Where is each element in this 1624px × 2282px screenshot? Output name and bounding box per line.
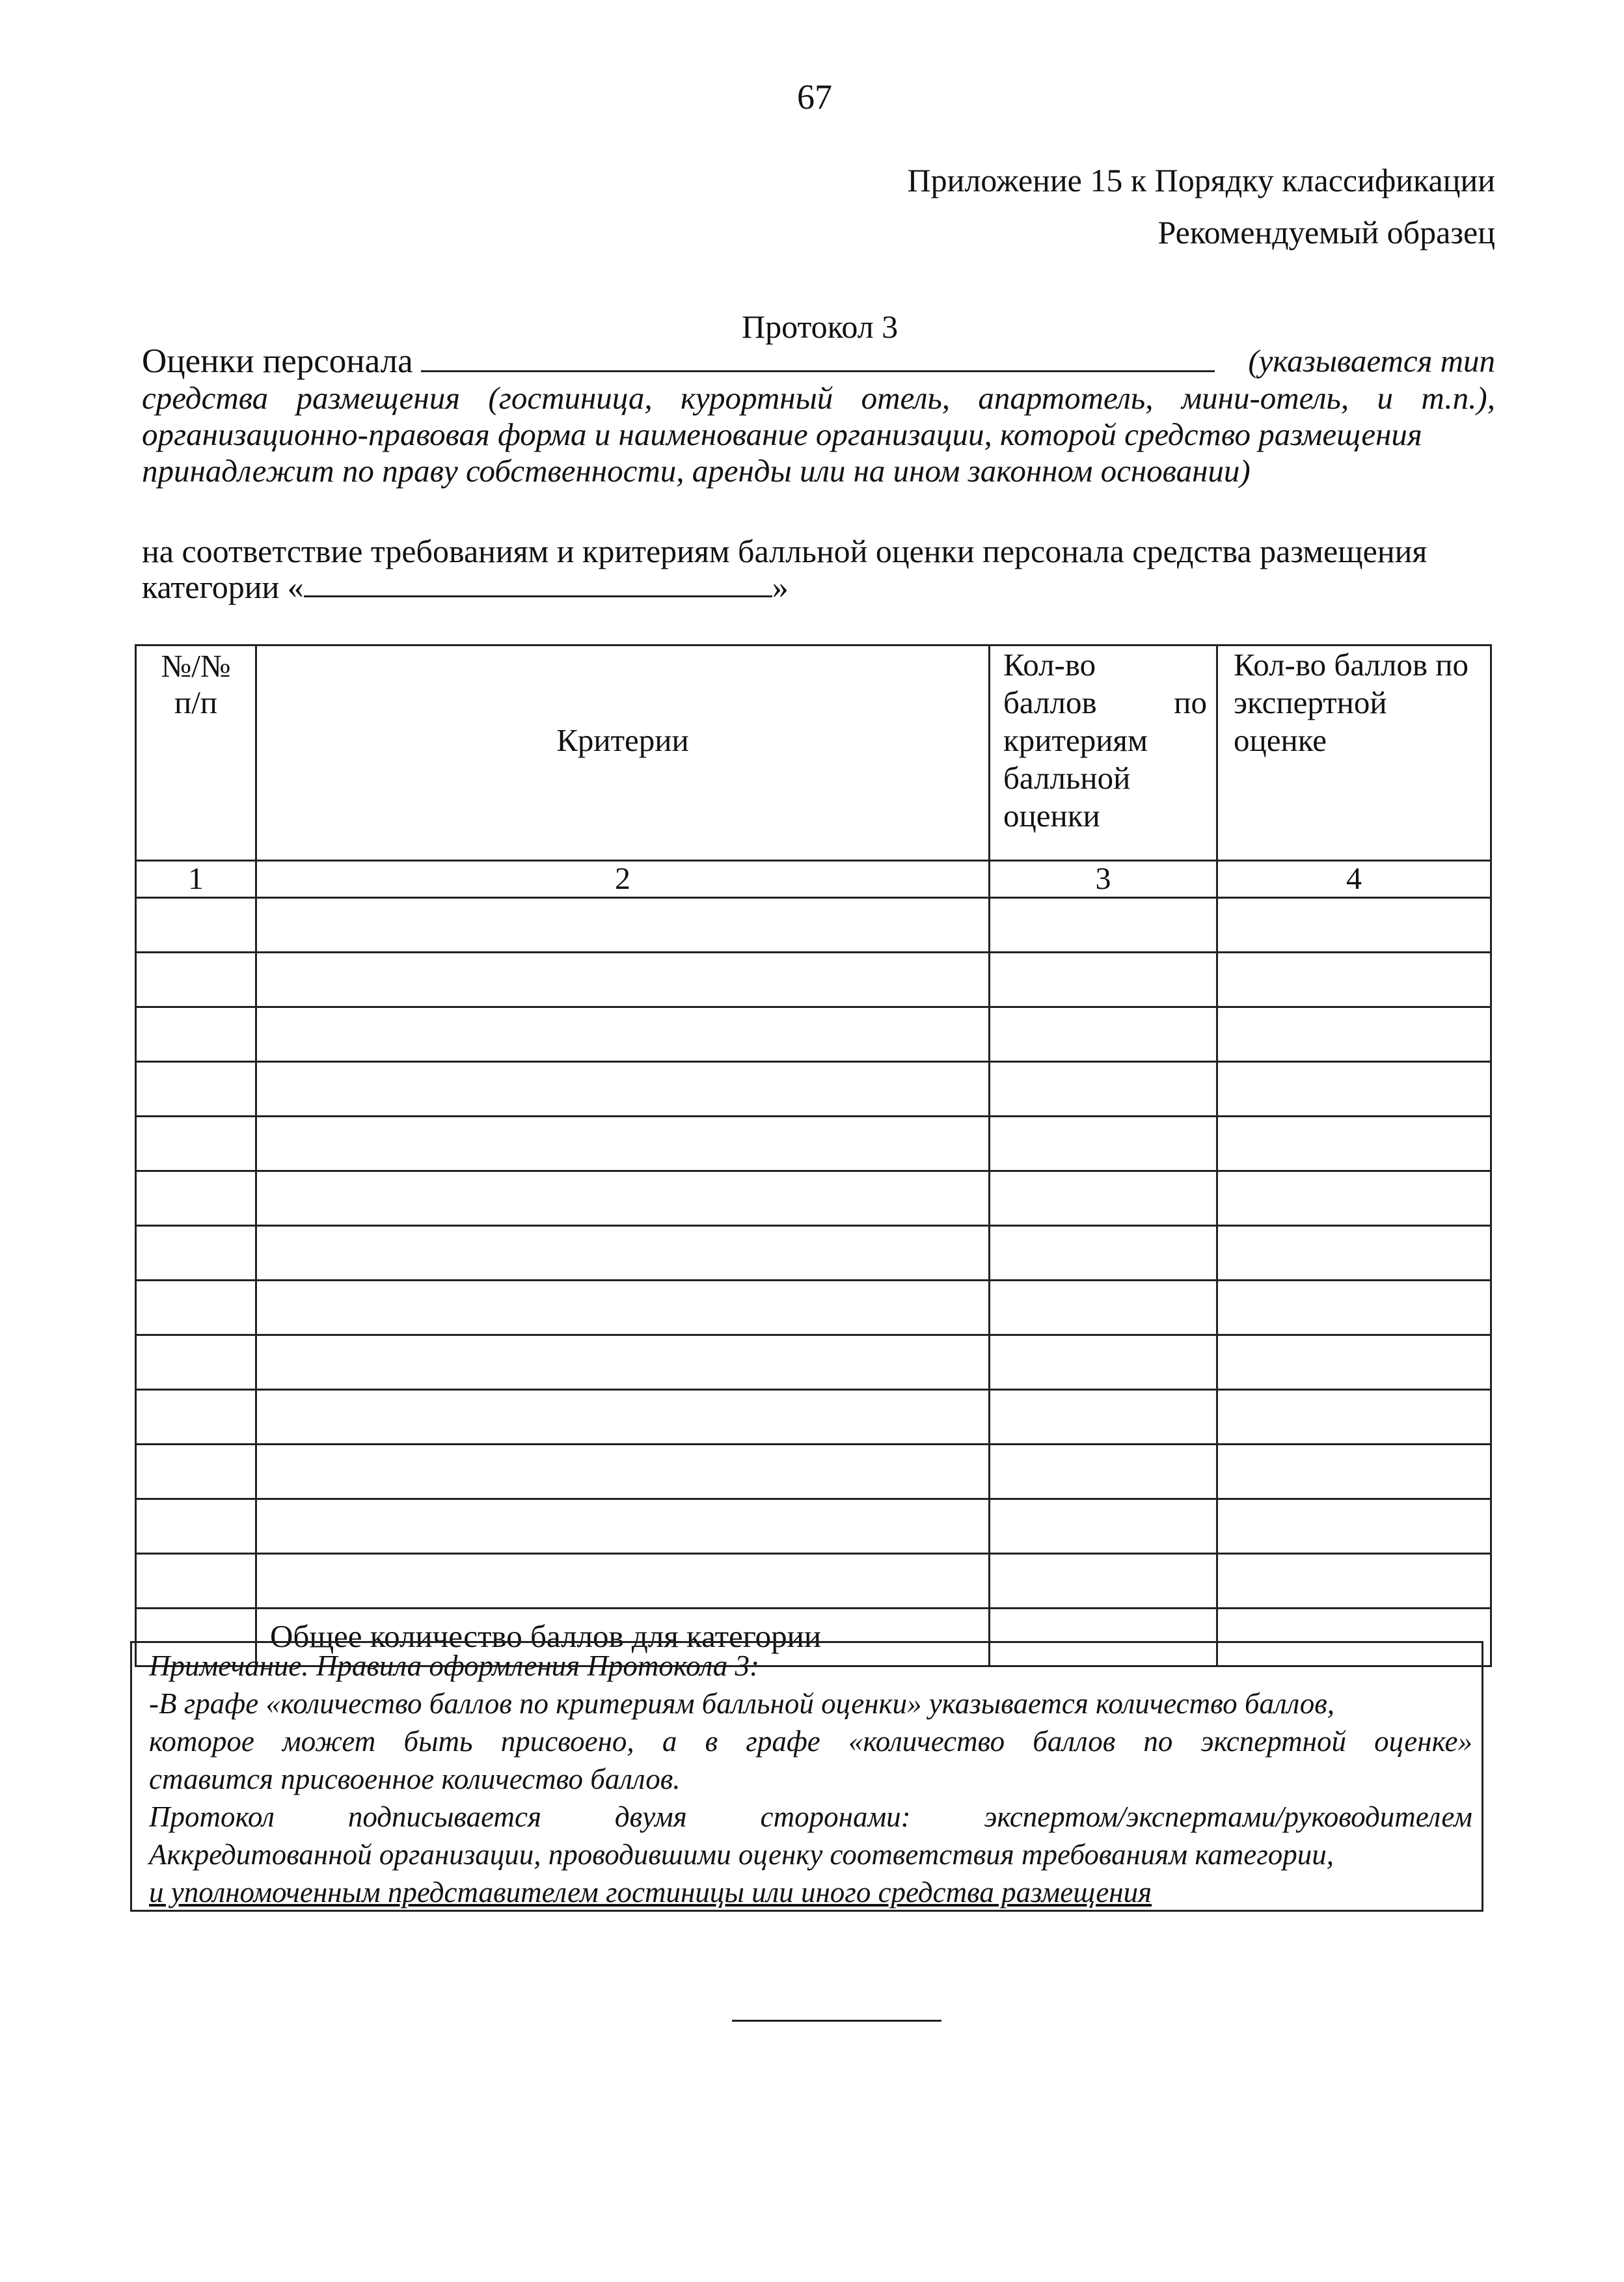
table-cell[interactable] [256,1281,990,1335]
table-cell[interactable] [256,1007,990,1062]
note-p1-line-2: которое может быть присвоено, а в графе «количество баллов по экспертной оценке» [149,1725,1472,1758]
empty-rows [136,898,1491,1609]
table-cell[interactable] [1217,1007,1491,1062]
table-cell[interactable] [136,1499,256,1554]
note-p2-line-3: и уполномоченным представителем гостиницы или иного средства размещения [149,1876,1152,1908]
sample-label: Рекомендуемый образец [1157,214,1495,251]
table-cell[interactable] [990,1062,1217,1117]
intro-line-3: организационно-правовая форма и наименование организации, которой средство размещения [142,416,1422,452]
table-cell[interactable] [256,1226,990,1281]
table-cell[interactable] [256,1335,990,1390]
page-number: 67 [797,77,832,116]
column-number: 2 [256,861,990,898]
table-cell[interactable] [1217,1554,1491,1609]
table-cell[interactable] [990,1117,1217,1171]
header-criteria: Критерии [256,645,990,861]
footer-divider [732,2020,941,2022]
table-row [136,1171,1491,1226]
table-cell[interactable] [1217,1117,1491,1171]
note-p2-line-2: Аккредитованной организации, проводившими оценку соответствия требованиям категории, [149,1838,1334,1871]
intro-paragraph [142,343,1495,489]
table-cell[interactable] [990,1554,1217,1609]
table-cell[interactable] [1217,1390,1491,1445]
table-cell[interactable] [990,1335,1217,1390]
category-blank-field[interactable] [304,569,772,597]
table-cell[interactable] [990,1390,1217,1445]
table-cell[interactable] [136,1117,256,1171]
table-row [136,1499,1491,1554]
column-number-row [136,861,1491,898]
table-cell[interactable] [256,1117,990,1171]
header-expert-points: Кол-во баллов по экспертной оценке [1217,645,1491,861]
table-row [136,1390,1491,1445]
appendix-reference: Приложение 15 к Порядку классификации [907,162,1495,198]
table-cell[interactable] [256,1499,990,1554]
table-row [136,1117,1491,1171]
table-cell[interactable] [990,1499,1217,1554]
conformity-line-1: на соответствие требованиям и критериям балльной оценки персонала средства размещения [142,533,1428,569]
table-cell[interactable] [136,898,256,953]
intro-lead: Оценки персонала [142,342,413,380]
table-cell[interactable] [1217,1281,1491,1335]
table-row [136,898,1491,953]
table-cell[interactable] [136,1226,256,1281]
intro-line-2: средства размещения (гостиница, курортный отель, апартотель, мини-отель, и т.п.), [142,380,1495,416]
table-row [136,1554,1491,1609]
table-cell[interactable] [136,953,256,1007]
table-cell[interactable] [1217,1226,1491,1281]
table-cell[interactable] [136,1007,256,1062]
table-header-row [136,645,1491,861]
note-box [130,1641,1483,1912]
table-row [136,1062,1491,1117]
table-cell[interactable] [256,1171,990,1226]
total-label: Общее количество баллов для категории [256,1609,990,1666]
table-cell[interactable] [1217,1171,1491,1226]
table-row [136,1226,1491,1281]
table-cell[interactable] [990,1171,1217,1226]
intro-line-1 [142,343,1495,380]
table-cell[interactable] [1217,953,1491,1007]
note-p1-line-3: ставится присвоенное количество баллов. [149,1763,681,1795]
table-row [136,953,1491,1007]
table-cell[interactable] [136,1445,256,1499]
note-heading: Примечание. Правила оформления Протокола 3: [149,1650,759,1682]
table-row [136,1445,1491,1499]
protocol-table [135,644,1492,1667]
table-cell[interactable] [256,1062,990,1117]
column-number: 1 [136,861,256,898]
protocol-title: Протокол 3 [742,308,899,345]
header-criteria-points: Кол-во баллов по критериям балльной оценки [990,645,1217,861]
table-cell[interactable] [136,1062,256,1117]
table-cell[interactable] [990,1281,1217,1335]
table-cell[interactable] [136,1171,256,1226]
table-cell[interactable] [1217,1445,1491,1499]
table-cell[interactable] [990,898,1217,953]
conformity-paragraph [142,534,1495,605]
table-cell[interactable] [136,1335,256,1390]
table-cell[interactable] [136,1390,256,1445]
table-row [136,1007,1491,1062]
header-number: №/№ п/п [136,645,256,861]
table-cell[interactable] [990,953,1217,1007]
table-cell[interactable] [256,953,990,1007]
table-cell[interactable] [1217,1335,1491,1390]
conformity-line-2: категории « » [142,569,789,605]
table-cell[interactable] [136,1281,256,1335]
note-p2-line-1: Протокол подписывается двумя сторонами: экспертом/экспертами/руководителем [149,1800,1472,1833]
table-cell[interactable] [256,1390,990,1445]
table-row [136,1281,1491,1335]
column-number: 3 [990,861,1217,898]
note-p1-line-1: -В графе «количество баллов по критериям балльной оценки» указывается количество баллов, [149,1687,1335,1720]
table-cell[interactable] [990,1226,1217,1281]
table-cell[interactable] [990,1007,1217,1062]
table-cell[interactable] [1217,898,1491,953]
table-row [136,1335,1491,1390]
column-number: 4 [1217,861,1491,898]
table-cell[interactable] [1217,1499,1491,1554]
table-cell[interactable] [256,1445,990,1499]
table-cell[interactable] [256,1554,990,1609]
table-cell[interactable] [990,1445,1217,1499]
table-cell[interactable] [1217,1062,1491,1117]
intro-line-1-tail: (указывается тип [1248,343,1495,379]
table-cell[interactable] [136,1554,256,1609]
table-cell[interactable] [256,898,990,953]
intro-line-4: принадлежит по праву собственности, аренды или на ином законном основании) [142,453,1251,489]
accommodation-blank-field[interactable] [421,343,1215,372]
